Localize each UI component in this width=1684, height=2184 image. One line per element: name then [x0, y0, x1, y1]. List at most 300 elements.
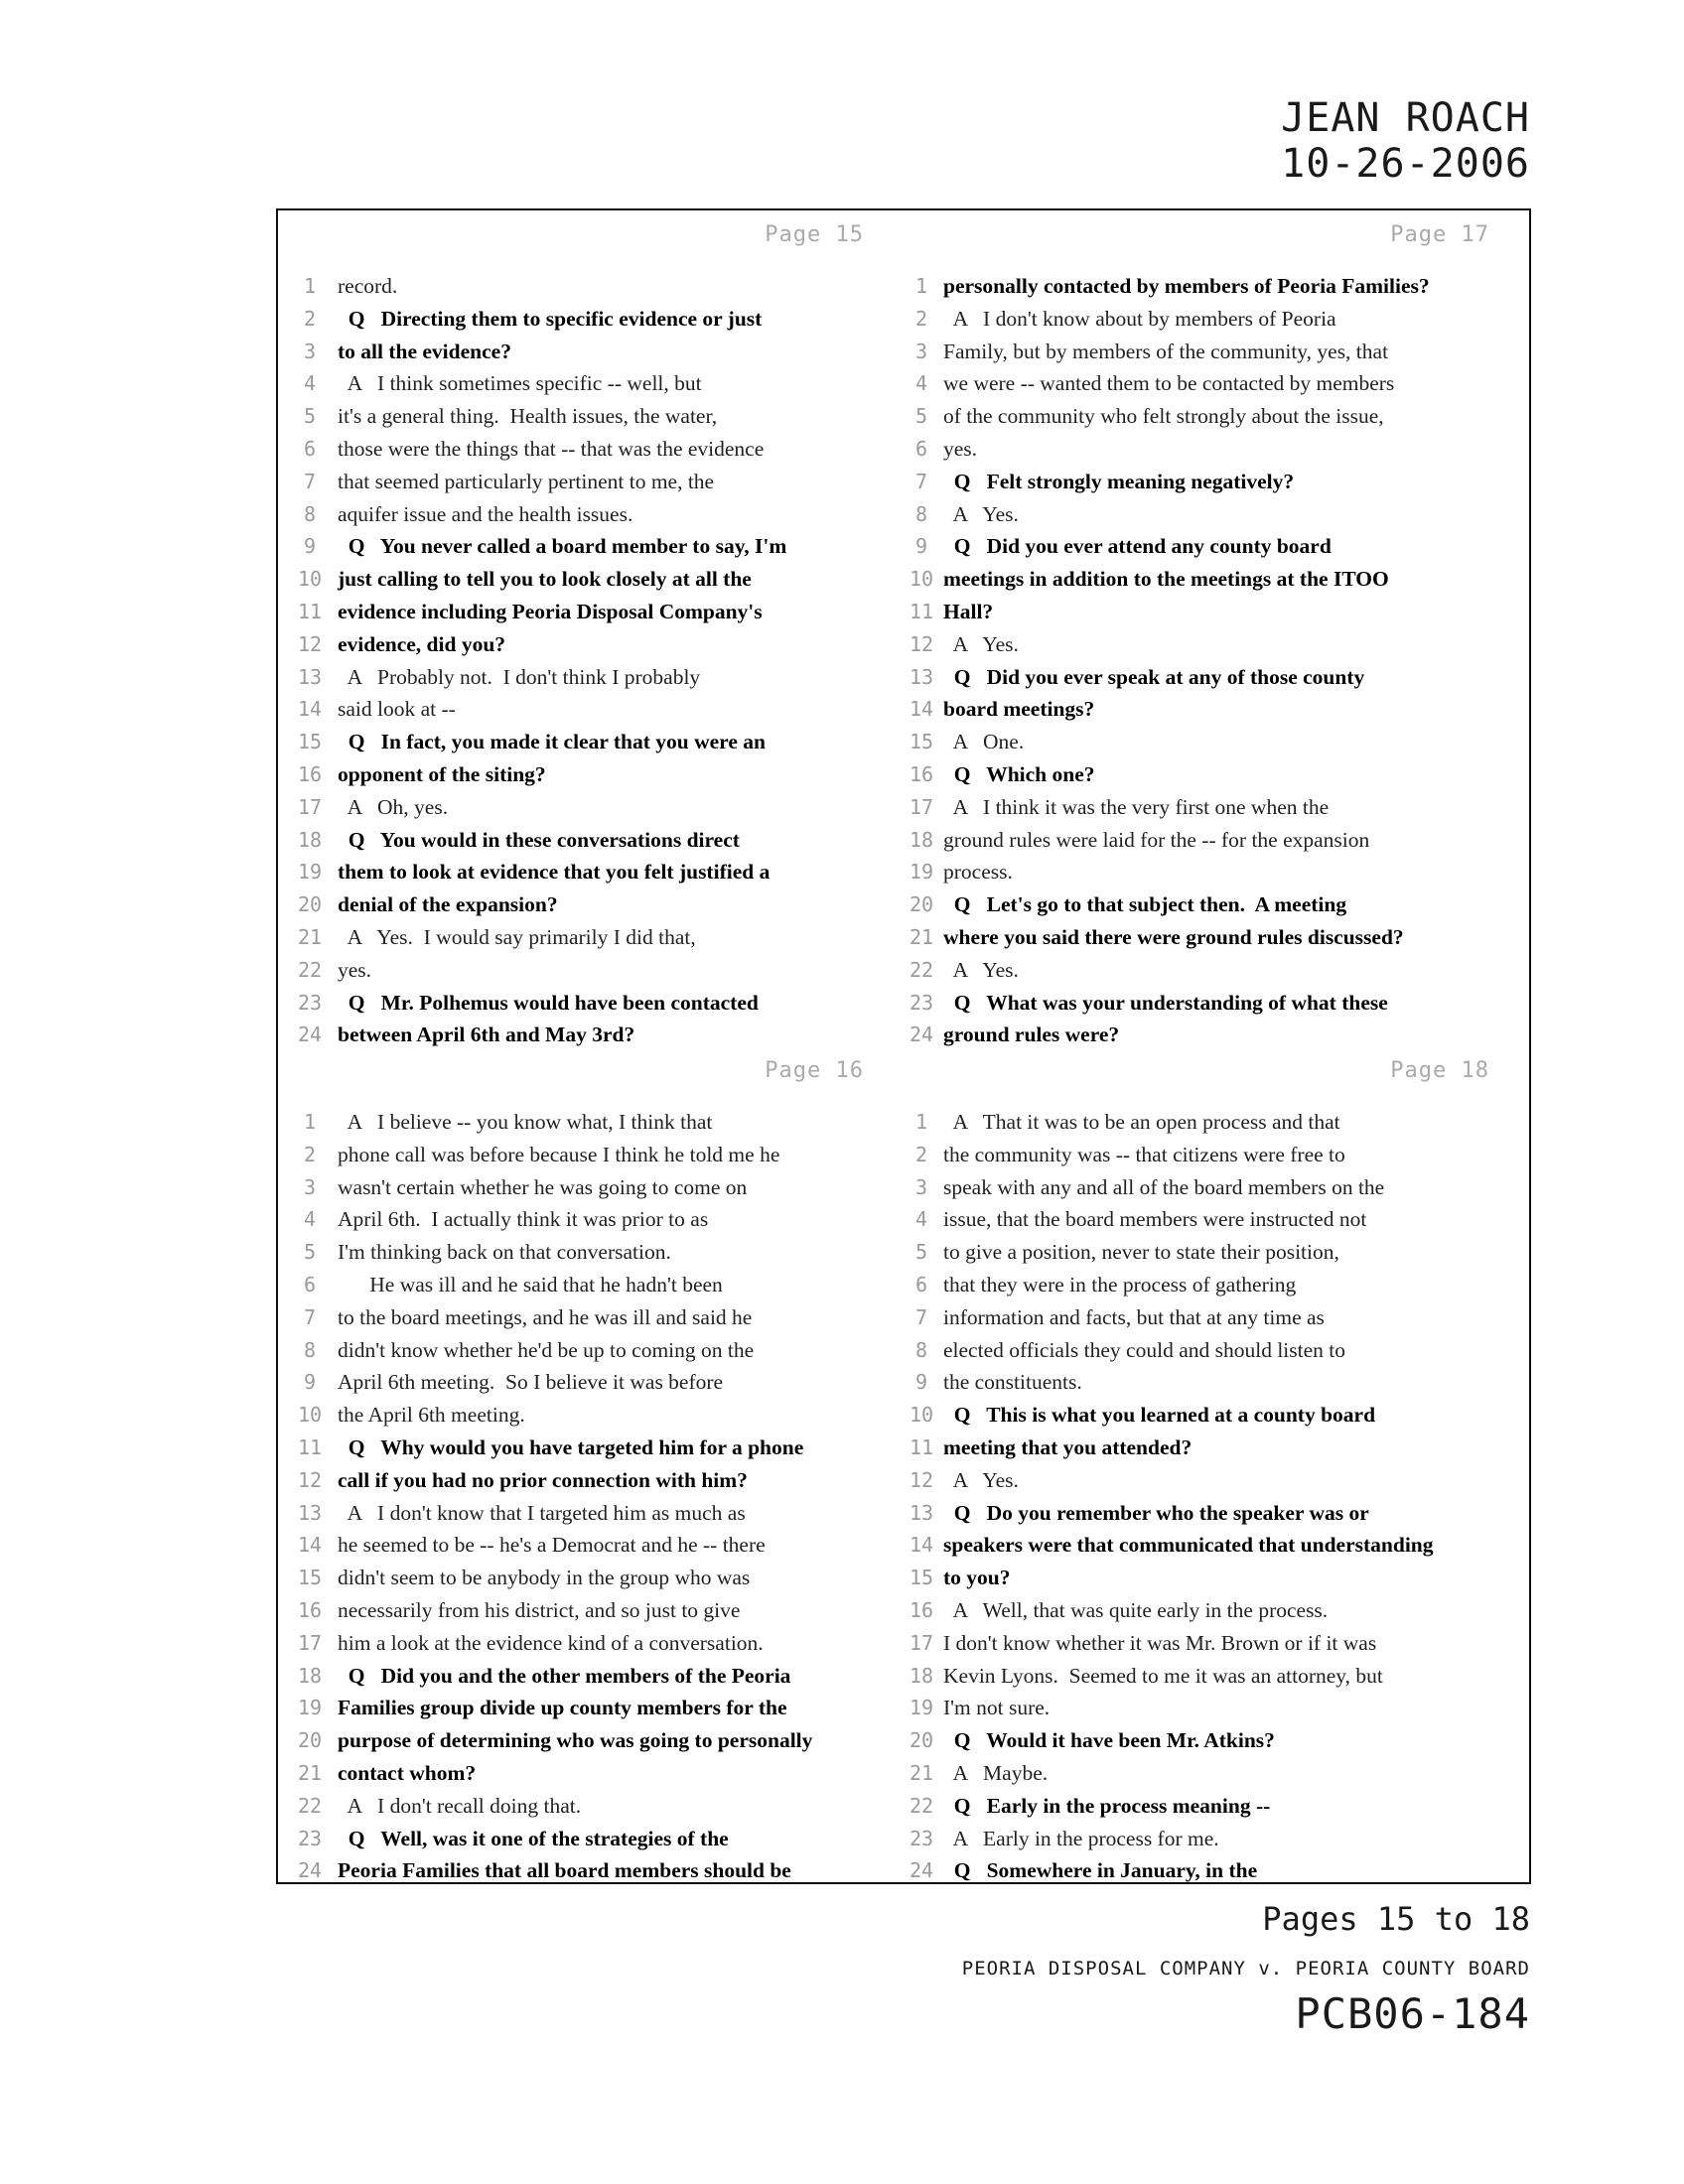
line-text: contact whom?	[338, 1760, 477, 1785]
transcript-line	[278, 1790, 904, 1823]
transcript-line	[278, 270, 904, 303]
line-number: 20	[909, 1728, 934, 1753]
line-text: process.	[943, 860, 1013, 885]
transcript-line	[904, 1529, 1529, 1562]
transcript-line	[278, 1432, 904, 1464]
line-number: 5	[914, 404, 928, 429]
transcript-line	[278, 1171, 904, 1204]
transcript-line	[904, 1497, 1529, 1530]
line-number: 6	[914, 436, 928, 461]
line-number: 6	[303, 436, 317, 461]
line-text: didn't seem to be anybody in the group who was	[338, 1566, 751, 1590]
line-number: 6	[303, 1272, 317, 1297]
line-text: meetings in addition to the meetings at the ITOO	[943, 567, 1389, 592]
transcript-line	[904, 563, 1529, 596]
transcript-line	[278, 1203, 904, 1236]
transcript-line	[278, 888, 904, 921]
line-number: 12	[297, 1467, 323, 1492]
line-number: 13	[909, 1500, 934, 1525]
transcript-line	[904, 1854, 1529, 1887]
transcript-line	[904, 1399, 1529, 1432]
line-text: between April 6th and May 3rd?	[338, 1023, 635, 1047]
line-number: 24	[297, 1858, 323, 1883]
transcript-line	[904, 400, 1529, 433]
transcript-line	[278, 1269, 904, 1301]
line-number: 24	[297, 1023, 323, 1047]
line-text: A Yes.	[943, 957, 1019, 982]
line-text: to you?	[943, 1566, 1011, 1590]
line-number: 23	[297, 1826, 323, 1850]
transcript-line	[278, 791, 904, 824]
line-number: 10	[297, 567, 323, 592]
line-text: A I think sometimes specific -- well, but	[338, 371, 702, 396]
transcript-line	[904, 1660, 1529, 1693]
line-text: Q Let's go to that subject then. A meeting	[943, 892, 1347, 917]
line-text: A Yes. I would say primarily I did that,	[338, 924, 696, 949]
line-number: 11	[297, 599, 323, 623]
witness-name: JEAN ROACH	[1281, 95, 1530, 141]
page-15-panel	[278, 210, 904, 1046]
transcript-line	[278, 400, 904, 433]
line-text: evidence including Peoria Disposal Company's	[338, 599, 763, 623]
transcript-line	[904, 530, 1529, 563]
transcript-line	[278, 1757, 904, 1790]
transcript-line	[904, 1464, 1529, 1497]
line-text: issue, that the board members were instructed not	[943, 1207, 1367, 1232]
line-number: 15	[297, 730, 323, 754]
line-text: said look at --	[338, 697, 456, 722]
line-text: Q Did you and the other members of the Peoria	[338, 1663, 791, 1688]
line-text: A Yes.	[943, 501, 1019, 526]
line-text: I'm not sure.	[943, 1696, 1051, 1720]
line-number: 18	[909, 1663, 934, 1688]
line-number: 2	[303, 306, 317, 331]
transcript-line	[278, 563, 904, 596]
transcript-line	[904, 1334, 1529, 1367]
line-number: 19	[297, 860, 323, 885]
line-text: we were -- wanted them to be contacted by members	[943, 371, 1395, 396]
transcript-line	[904, 1432, 1529, 1464]
line-text: Peoria Families that all board members should be	[338, 1858, 791, 1883]
line-text: Q Why would you have targeted him for a phone	[338, 1434, 804, 1459]
line-number: 4	[914, 1207, 928, 1232]
transcript-line	[904, 888, 1529, 921]
transcript-line	[278, 1823, 904, 1855]
page-label: Page 18	[1390, 1058, 1489, 1083]
line-number: 22	[909, 1793, 934, 1818]
transcript-line	[278, 1562, 904, 1594]
transcript-line	[904, 1790, 1529, 1823]
transcript-line	[278, 1529, 904, 1562]
line-text: phone call was before because I think he told me he	[338, 1142, 780, 1166]
line-text: the April 6th meeting.	[338, 1403, 525, 1428]
transcript-line	[904, 498, 1529, 531]
transcript-line	[904, 596, 1529, 628]
line-number: 13	[297, 664, 323, 689]
line-text: Kevin Lyons. Seemed to me it was an attorney, but	[943, 1663, 1383, 1688]
line-text: speak with any and all of the board members on the	[943, 1174, 1385, 1199]
line-number: 12	[297, 631, 323, 656]
line-number: 2	[914, 1142, 928, 1166]
transcript-line	[278, 1692, 904, 1724]
line-text: personally contacted by members of Peoria Families?	[943, 274, 1430, 298]
line-text: Q You would in these conversations direct	[338, 827, 740, 852]
line-text: April 6th. I actually think it was prior to as	[338, 1207, 709, 1232]
line-text: Q You never called a board member to say, I'm	[338, 534, 787, 559]
line-text: wasn't certain whether he was going to come on	[338, 1174, 748, 1199]
transcript-line	[278, 1399, 904, 1432]
line-number: 16	[297, 761, 323, 786]
transcript-line	[904, 433, 1529, 466]
line-number: 17	[909, 1630, 934, 1655]
line-text: to all the evidence?	[338, 339, 511, 363]
transcript-line	[278, 1301, 904, 1334]
line-number: 10	[909, 567, 934, 592]
line-number: 12	[909, 631, 934, 656]
transcript-line	[278, 303, 904, 336]
line-number: 8	[914, 1337, 928, 1362]
line-number: 20	[297, 1728, 323, 1753]
line-number: 20	[909, 892, 934, 917]
case-title: PEORIA DISPOSAL COMPANY v. PEORIA COUNTY BOARD	[961, 1958, 1530, 1979]
line-number: 9	[303, 534, 317, 559]
line-number: 4	[914, 371, 928, 396]
line-text: Q Felt strongly meaning negatively?	[943, 469, 1295, 493]
line-text: elected officials they could and should listen to	[943, 1337, 1346, 1362]
line-number: 4	[303, 371, 317, 396]
line-number: 21	[909, 924, 934, 949]
line-text: the constituents.	[943, 1370, 1082, 1395]
transcript-line	[278, 336, 904, 368]
line-number: 16	[909, 1597, 934, 1622]
transcript-line	[904, 824, 1529, 857]
line-text: Q Somewhere in January, in the	[943, 1858, 1258, 1883]
line-text: A That it was to be an open process and that	[943, 1110, 1340, 1134]
line-number: 15	[909, 1566, 934, 1590]
line-text: A Yes.	[943, 1467, 1019, 1492]
transcript-line	[904, 791, 1529, 824]
line-number: 2	[303, 1142, 317, 1166]
transcript-line	[904, 1106, 1529, 1139]
line-text: yes.	[338, 957, 372, 982]
transcript-line	[904, 1171, 1529, 1204]
line-text: of the community who felt strongly about the issue,	[943, 404, 1384, 429]
transcript-line	[904, 726, 1529, 758]
transcript-line	[904, 466, 1529, 498]
transcript-line	[904, 1692, 1529, 1724]
transcript-line	[278, 1106, 904, 1139]
line-number: 17	[297, 1630, 323, 1655]
line-text: where you said there were ground rules discussed?	[943, 924, 1404, 949]
line-text: A One.	[943, 730, 1025, 754]
page-label: Page 15	[765, 222, 864, 247]
line-number: 14	[909, 697, 934, 722]
line-text: record.	[338, 274, 398, 298]
line-number: 11	[297, 1434, 323, 1459]
line-text: that they were in the process of gathering	[943, 1272, 1297, 1297]
line-number: 24	[909, 1023, 934, 1047]
transcript-line	[904, 856, 1529, 888]
line-text: them to look at evidence that you felt justified a	[338, 860, 771, 885]
line-text: those were the things that -- that was the evidence	[338, 436, 765, 461]
line-text: aquifer issue and the health issues.	[338, 501, 633, 526]
line-text: A I believe -- you know what, I think that	[338, 1110, 713, 1134]
pages-range: Pages 15 to 18	[1262, 1900, 1530, 1938]
line-number: 8	[303, 501, 317, 526]
line-number: 7	[914, 1304, 928, 1329]
transcript-line	[904, 367, 1529, 400]
line-number: 23	[297, 990, 323, 1015]
transcript-lines	[904, 1106, 1529, 1887]
page-label: Page 17	[1390, 222, 1489, 247]
line-text: to give a position, never to state their position,	[943, 1240, 1339, 1265]
transcript-line	[278, 987, 904, 1020]
line-number: 11	[909, 599, 934, 623]
line-number: 3	[914, 339, 928, 363]
transcript-line	[904, 693, 1529, 726]
transcript-line	[904, 1366, 1529, 1399]
transcript-line	[904, 1269, 1529, 1301]
line-number: 3	[303, 1174, 317, 1199]
line-number: 9	[303, 1370, 317, 1395]
line-text: Q What was your understanding of what these	[943, 990, 1388, 1015]
line-number: 8	[914, 501, 928, 526]
line-number: 12	[909, 1467, 934, 1492]
line-number: 24	[909, 1858, 934, 1883]
line-text: meeting that you attended?	[943, 1434, 1193, 1459]
page-label: Page 16	[765, 1058, 864, 1083]
line-number: 9	[914, 534, 928, 559]
line-text: A Yes.	[943, 631, 1019, 656]
transcript-line	[278, 1660, 904, 1693]
transcript-line	[278, 693, 904, 726]
transcript-line	[278, 596, 904, 628]
transcript-line	[904, 954, 1529, 987]
line-number: 10	[909, 1403, 934, 1428]
line-text: Q Did you ever attend any county board	[943, 534, 1332, 559]
transcript-line	[278, 530, 904, 563]
line-number: 5	[914, 1240, 928, 1265]
transcript-line	[904, 1562, 1529, 1594]
transcript-line	[904, 1627, 1529, 1660]
transcript-line	[278, 824, 904, 857]
transcript-line	[904, 987, 1529, 1020]
transcript-line	[278, 758, 904, 791]
line-number: 13	[297, 1500, 323, 1525]
line-number: 21	[909, 1760, 934, 1785]
line-text: purpose of determining who was going to personally	[338, 1728, 813, 1753]
transcript-line	[278, 856, 904, 888]
line-number: 18	[909, 827, 934, 852]
transcript-line	[278, 1236, 904, 1269]
line-number: 19	[909, 860, 934, 885]
line-text: speakers were that communicated that understanding	[943, 1533, 1434, 1558]
line-text: didn't know whether he'd be up to coming on the	[338, 1337, 755, 1362]
line-text: Q Mr. Polhemus would have been contacted	[338, 990, 759, 1015]
transcript-line	[278, 433, 904, 466]
line-text: he seemed to be -- he's a Democrat and he -- there	[338, 1533, 766, 1558]
deposition-date: 10-26-2006	[1281, 141, 1530, 187]
line-number: 3	[303, 339, 317, 363]
transcript-line	[904, 1203, 1529, 1236]
line-number: 21	[297, 1760, 323, 1785]
line-text: Q Early in the process meaning --	[943, 1793, 1271, 1818]
line-text: Family, but by members of the community, yes, that	[943, 339, 1389, 363]
line-number: 1	[303, 1110, 317, 1134]
line-number: 15	[297, 1566, 323, 1590]
line-number: 1	[914, 1110, 928, 1134]
line-text: denial of the expansion?	[338, 892, 558, 917]
line-text: opponent of the siting?	[338, 761, 546, 786]
transcript-line	[904, 921, 1529, 954]
line-number: 19	[297, 1696, 323, 1720]
case-number: PCB06-184	[1295, 1989, 1530, 2038]
line-text: April 6th meeting. So I believe it was before	[338, 1370, 724, 1395]
line-text: necessarily from his district, and so just to give	[338, 1597, 741, 1622]
transcript-line	[278, 921, 904, 954]
line-number: 10	[297, 1403, 323, 1428]
transcript-line	[278, 1854, 904, 1887]
line-number: 22	[297, 957, 323, 982]
line-text: yes.	[943, 436, 978, 461]
line-text: just calling to tell you to look closely at all the	[338, 567, 752, 592]
line-number: 23	[909, 990, 934, 1015]
transcript-line	[904, 661, 1529, 694]
transcript-line	[904, 270, 1529, 303]
line-text: A Maybe.	[943, 1760, 1049, 1785]
line-text: I don't know whether it was Mr. Brown or if it was	[943, 1630, 1377, 1655]
line-text: call if you had no prior connection with him?	[338, 1467, 748, 1492]
line-number: 1	[303, 274, 317, 298]
transcript-line	[278, 661, 904, 694]
line-number: 22	[909, 957, 934, 982]
line-text: Q Which one?	[943, 761, 1095, 786]
line-text: A I don't know that I targeted him as much as	[338, 1500, 746, 1525]
line-text: it's a general thing. Health issues, the water,	[338, 404, 718, 429]
transcript-line	[904, 336, 1529, 368]
transcript-line	[278, 1139, 904, 1171]
line-number: 22	[297, 1793, 323, 1818]
line-number: 7	[914, 469, 928, 493]
transcript-line	[904, 1139, 1529, 1171]
transcript-line	[278, 1334, 904, 1367]
line-text: Q Did you ever speak at any of those county	[943, 664, 1365, 689]
line-number: 19	[909, 1696, 934, 1720]
line-text: Families group divide up county members for the	[338, 1696, 787, 1720]
line-text: I'm thinking back on that conversation.	[338, 1240, 671, 1265]
transcript-line	[278, 1627, 904, 1660]
line-text: A Probably not. I don't think I probably	[338, 664, 701, 689]
line-text: A Early in the process for me.	[943, 1826, 1219, 1850]
line-number: 16	[909, 761, 934, 786]
line-text: Hall?	[943, 599, 994, 623]
line-text: to the board meetings, and he was ill and said he	[338, 1304, 753, 1329]
line-number: 17	[909, 794, 934, 819]
line-text: ground rules were laid for the -- for the expansion	[943, 827, 1370, 852]
transcript-line	[278, 1497, 904, 1530]
line-number: 5	[303, 404, 317, 429]
line-text: board meetings?	[943, 697, 1095, 722]
transcript-line	[278, 498, 904, 531]
transcript-line	[904, 1757, 1529, 1790]
transcript-line	[278, 1724, 904, 1757]
line-text: that seemed particularly pertinent to me, the	[338, 469, 715, 493]
transcript-line	[904, 1724, 1529, 1757]
transcript-lines	[278, 270, 904, 1051]
transcript-frame	[276, 208, 1531, 1884]
page-17-panel	[904, 210, 1529, 1046]
line-text: Q Directing them to specific evidence or just	[338, 306, 763, 331]
transcript-line	[278, 367, 904, 400]
line-number: 15	[909, 730, 934, 754]
line-number: 13	[909, 664, 934, 689]
transcript-line	[278, 628, 904, 661]
line-text: evidence, did you?	[338, 631, 506, 656]
line-number: 7	[303, 1304, 317, 1329]
transcript-lines	[904, 270, 1529, 1051]
line-number: 16	[297, 1597, 323, 1622]
line-number: 4	[303, 1207, 317, 1232]
line-number: 17	[297, 794, 323, 819]
transcript-line	[904, 1236, 1529, 1269]
line-text: A I don't recall doing that.	[338, 1793, 582, 1818]
transcript-line	[904, 628, 1529, 661]
line-text: him a look at the evidence kind of a conversation.	[338, 1630, 764, 1655]
transcript-line	[278, 466, 904, 498]
line-text: He was ill and he said that he hadn't been	[338, 1272, 723, 1297]
line-number: 14	[297, 1533, 323, 1558]
transcript-line	[904, 1823, 1529, 1855]
line-text: A Oh, yes.	[338, 794, 449, 819]
transcript-line	[904, 1594, 1529, 1627]
line-number: 3	[914, 1174, 928, 1199]
line-number: 23	[909, 1826, 934, 1850]
line-text: A Well, that was quite early in the process.	[943, 1597, 1329, 1622]
line-number: 5	[303, 1240, 317, 1265]
line-text: Q In fact, you made it clear that you were an	[338, 730, 766, 754]
line-text: information and facts, but that at any time as	[943, 1304, 1325, 1329]
line-number: 18	[297, 1663, 323, 1688]
transcript-line	[904, 303, 1529, 336]
line-number: 11	[909, 1434, 934, 1459]
line-number: 7	[303, 469, 317, 493]
line-text: A I think it was the very first one when the	[943, 794, 1330, 819]
transcript-line	[278, 1464, 904, 1497]
line-number: 21	[297, 924, 323, 949]
line-text: the community was -- that citizens were free to	[943, 1142, 1345, 1166]
page-18-panel	[904, 1046, 1529, 1882]
page-16-panel	[278, 1046, 904, 1882]
transcript-line	[904, 758, 1529, 791]
transcript-line	[278, 726, 904, 758]
line-text: Q Would it have been Mr. Atkins?	[943, 1728, 1275, 1753]
line-text: Q Well, was it one of the strategies of the	[338, 1826, 729, 1850]
transcript-lines	[278, 1106, 904, 1887]
line-number: 8	[303, 1337, 317, 1362]
line-number: 1	[914, 274, 928, 298]
line-number: 20	[297, 892, 323, 917]
transcript-line	[278, 954, 904, 987]
line-number: 6	[914, 1272, 928, 1297]
line-number: 14	[909, 1533, 934, 1558]
line-text: ground rules were?	[943, 1023, 1120, 1047]
line-number: 18	[297, 827, 323, 852]
line-text: Q This is what you learned at a county board	[943, 1403, 1376, 1428]
line-number: 9	[914, 1370, 928, 1395]
line-text: A I don't know about by members of Peoria	[943, 306, 1336, 331]
line-number: 14	[297, 697, 323, 722]
transcript-line	[904, 1301, 1529, 1334]
